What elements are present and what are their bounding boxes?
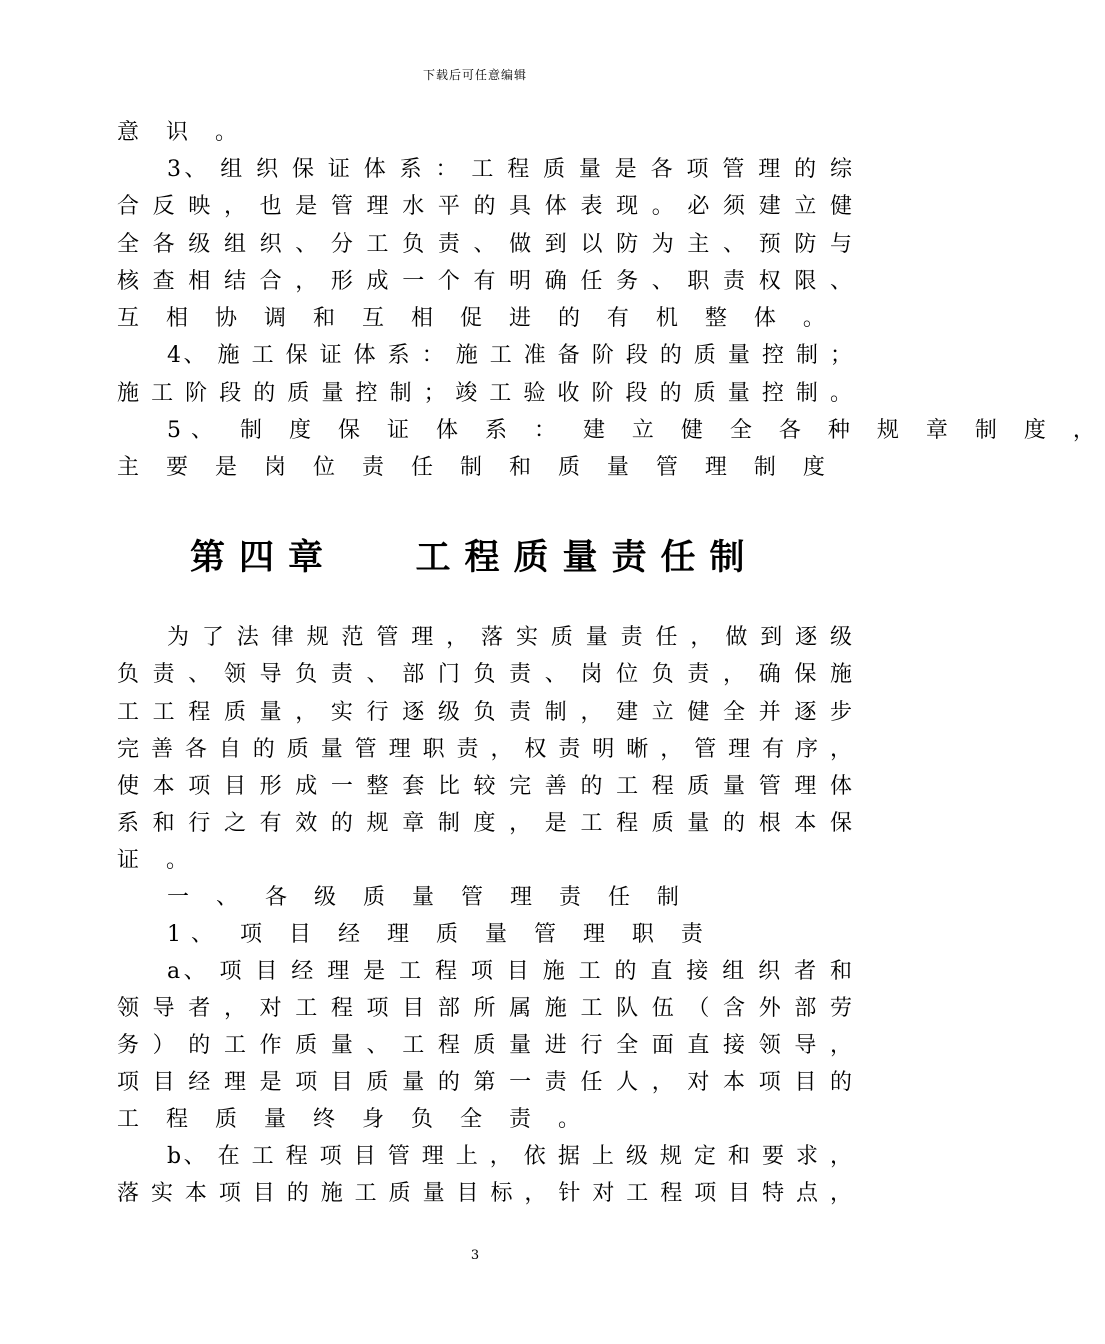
text-line: 领 导 者 ， 对 工 程 项 目 部 所 属 施 工 队 伍 （ 含 外 部 劳	[117, 996, 852, 1021]
text-line: 互 相 协 调 和 互 相 促 进 的 有 机 整 体 。	[117, 306, 835, 331]
text-line: 4、 施 工 保 证 体 系 ： 施 工 准 备 阶 段 的 质 量 控 制 ；	[167, 343, 852, 368]
text-line: 意 识 。	[117, 120, 247, 145]
text-line: 合 反 映 ， 也 是 管 理 水 平 的 具 体 表 现 。 必 须 建 立 健	[117, 194, 852, 219]
text-line: 证 。	[117, 848, 198, 873]
text-line: 全 各 级 组 织 、 分 工 负 责 、 做 到 以 防 为 主 、 预 防 与	[117, 232, 852, 257]
text-line: 项 目 经 理 是 项 目 质 量 的 第 一 责 任 人 ， 对 本 项 目 的	[117, 1070, 852, 1095]
text-line: 工 工 程 质 量 ， 实 行 逐 级 负 责 制 ， 建 立 健 全 并 逐 步	[117, 700, 852, 725]
page-number: 3	[470, 1248, 480, 1263]
text-line: 施 工 阶 段 的 质 量 控 制 ； 竣 工 验 收 阶 段 的 质 量 控 制 。	[117, 381, 852, 406]
text-line: 为 了 法 律 规 范 管 理 ， 落 实 质 量 责 任 ， 做 到 逐 级	[167, 625, 852, 650]
text-line: 系 和 行 之 有 效 的 规 章 制 度 ， 是 工 程 质 量 的 根 本 保	[117, 811, 852, 836]
page-header: 下载后可任意编辑	[422, 68, 527, 82]
text-line: 务 ） 的 工 作 质 量 、 工 程 质 量 进 行 全 面 直 接 领 导 ，	[117, 1033, 852, 1058]
chapter-title: 第四章 工程质量责任制	[190, 537, 759, 578]
text-line: 工 程 质 量 终 身 负 全 责 。	[117, 1107, 590, 1132]
section-heading: 一 、 各 级 质 量 管 理 责 任 制	[167, 885, 689, 910]
text-line: a、 项 目 经 理 是 工 程 项 目 施 工 的 直 接 组 织 者 和	[167, 959, 852, 984]
text-line: 3、 组 织 保 证 体 系 ： 工 程 质 量 是 各 项 管 理 的 综	[167, 157, 852, 182]
text-line: 主 要 是 岗 位 责 任 制 和 质 量 管 理 制 度	[117, 455, 835, 480]
subsection-heading: 1、 项 目 经 理 质 量 管 理 职 责	[167, 922, 713, 947]
text-line: 落 实 本 项 目 的 施 工 质 量 目 标 ， 针 对 工 程 项 目 特 点 ，	[117, 1181, 852, 1206]
text-line: b、 在 工 程 项 目 管 理 上 ， 依 据 上 级 规 定 和 要 求 ，	[167, 1144, 852, 1169]
text-line: 负 责 、 领 导 负 责 、 部 门 负 责 、 岗 位 负 责 ， 确 保 施	[117, 662, 852, 687]
text-line: 5、 制 度 保 证 体 系 ： 建 立 健 全 各 种 规 章 制 度 ，	[167, 418, 1105, 443]
text-line: 完 善 各 自 的 质 量 管 理 职 责 ， 权 责 明 晰 ， 管 理 有 序 ，	[117, 737, 852, 762]
text-line: 使 本 项 目 形 成 一 整 套 比 较 完 善 的 工 程 质 量 管 理 体	[117, 774, 852, 799]
text-line: 核 查 相 结 合 ， 形 成 一 个 有 明 确 任 务 、 职 责 权 限 、	[117, 269, 852, 294]
